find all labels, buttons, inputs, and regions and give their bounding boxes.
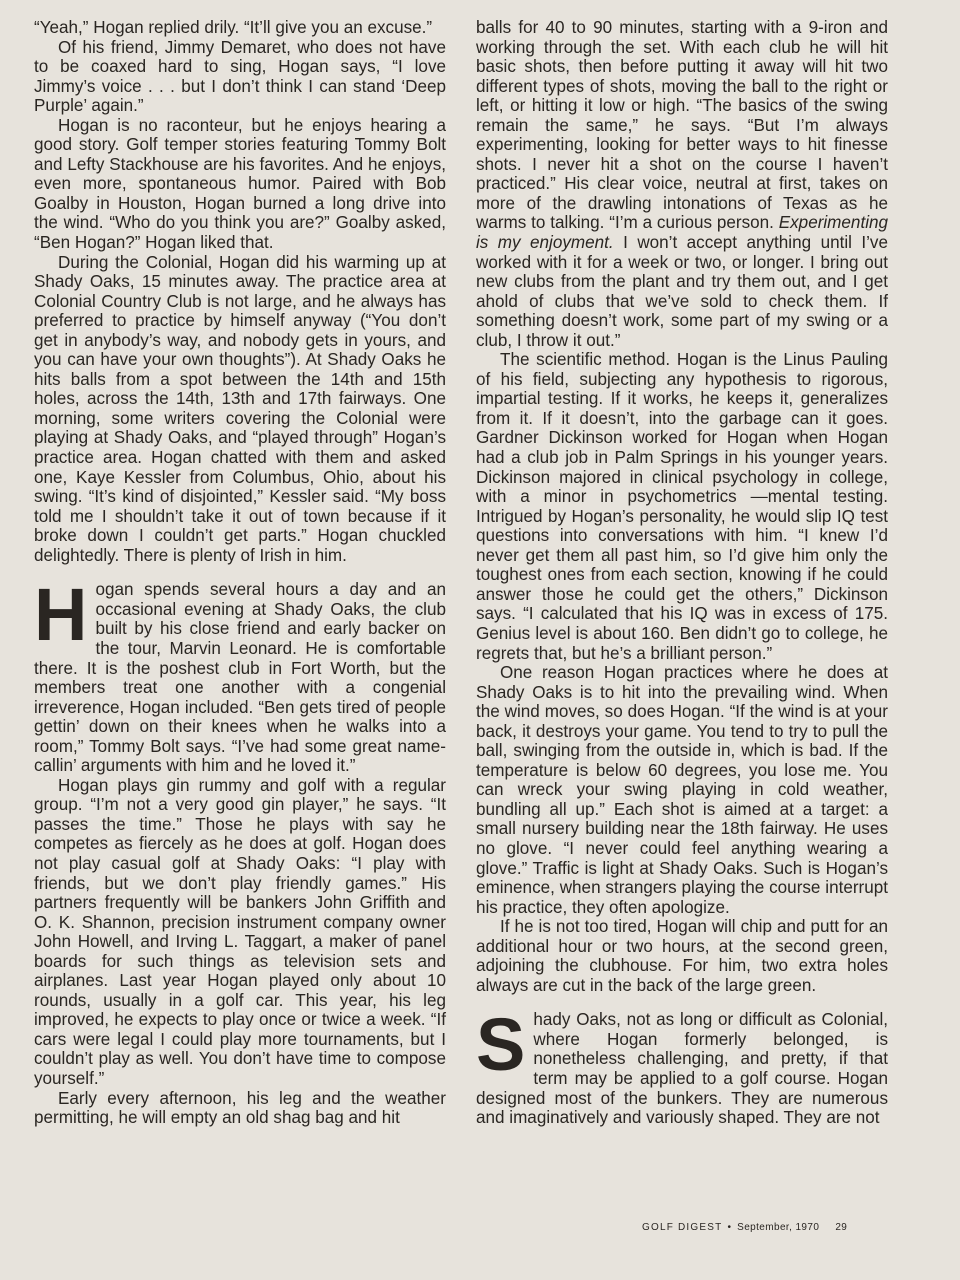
section-break xyxy=(34,565,446,580)
left-column xyxy=(34,18,446,1128)
paragraph: “Yeah,” Hogan replied drily. “It’ll give you an excuse.” xyxy=(34,18,433,37)
paragraph: Early every afternoon, his leg and the weather permitting, he will empty an old shag bag and hit xyxy=(34,1088,446,1128)
italic-quote: Experimenting is my enjoyment. xyxy=(476,213,888,253)
paragraph: During the Colonial, Hogan did his warming up at Shady Oaks, 15 minutes away. The practice area at Colonial Country Club is not large, and he always has preferred to practice by himself anyway (“You don’t get in anybody’s way, and nobody gets in yours, and you can have your own thoughts”). At Shady Oaks he hits balls from a spot between the 14th and 15th holes, across the 14th, 13th and 17th fairways. One morning, some writers covering the Colonial were playing at Shady Oaks, and “played through” Hogan’s practice area. Hogan chatted with them and asked one, Kaye Kessler from Columbus, Ohio, about his swing. “It’s kind of disjointed,” Kessler said. “My boss told me I shouldn’t take it out of town because if it broke down I couldn’t get parts.” Hogan chuckled delightedly. There is plenty of Irish in him. xyxy=(34,252,446,565)
publication-name: GOLF DIGEST xyxy=(642,1222,723,1233)
paragraph: One reason Hogan practices where he does at Shady Oaks is to hit into the prevailing wind. When the wind moves, so does Hogan. “If the wind is at your back, it destroys your game. You tend to try to pull the ball, swinging from the outside in, which is bad. If the temperature is below 60 degrees, you lose me. You can wreck your swing playing in cold weather, bundling all up.” Each shot is aimed at a target: a small nursery building near the 18th fairway. He uses no glove. “I never could feel anything wearing a glove.” Traffic is light at Shady Oaks. Such is Hogan’s eminence, when strangers playing the course interrupt his practice, they often apologize. xyxy=(476,663,888,917)
paragraph-text: balls for 40 to 90 minutes, starting with a 9-iron and working through the set. With each club he will hit basic shots, then before putting it away will hit two different types of shots, moving the ball to the right or left, or hitting it low or high. “The basics of the swing remain the same,” he says. “But I’m always experimenting, looking for better ways to hit finesse shots. I never hit a shot on the course I haven’t practiced.” His clear voice, neutral at first, takes on more of the drawling intonations of Texas as he warms to talking. “I’m a curious person. xyxy=(476,18,888,233)
page-number: 29 xyxy=(835,1222,848,1233)
issue-date: September, 1970 xyxy=(737,1222,820,1233)
paragraph: If he is not too tired, Hogan will chip and putt for an additional hour or two hours, at the second green, adjoining the clubhouse. For him, two extra holes always are cut in the back of the large green. xyxy=(476,917,888,995)
drop-cap: S xyxy=(476,1003,526,1087)
paragraph-with-drop-cap xyxy=(34,573,446,776)
footer-separator: • xyxy=(727,1222,733,1233)
paragraph: Hogan plays gin rummy and golf with a regular group. “I’m not a very good gin player,” he says. “It passes the time.” Those he plays with say he competes as fiercely as he does at golf. Hogan does not play casual golf at Shady Oaks: “I play with friends, but we don’t play friendly games.” His partners frequently will be bankers John Griffith and O. K. Shannon, precision instrument company owner John Howell, and Irving L. Taggart, a maker of panel boards for such things as television sets and airplanes. Last year Hogan played only about 10 rounds, usually in a golf car. This year, his leg improved, he expects to play once or twice a week. “If cars were legal I could play more tournaments, but I couldn’t play as well. You don’t have time to compose yourself.” xyxy=(34,775,446,1088)
right-column xyxy=(476,18,888,1128)
paragraph-text: I won’t accept anything until I’ve worked with it for a week or two, or longer. I bring out new clubs from the plant and try them out, and I get ahold of clubs that we’ve sold to check them. If something doesn’t work, some part of my swing or a club, I throw it out.” xyxy=(476,233,888,350)
section-break xyxy=(476,995,888,1010)
paragraph: The scientific method. Hogan is the Linus Pauling of his field, subjecting any hypothesis to rigorous, impartial testing. If it works, he keeps it, generalizes from it. If it doesn’t, into the garbage can it goes. Gardner Dickinson worked for Hogan when Hogan had a club job in Palm Springs in his younger years. Dickinson majored in clinical psychology in college, with a minor in psychometrics —mental testing. Intrigued by Hogan’s personality, he would slip IQ test questions into conversations with him. “I knew I’d never get them all past him, so I’d give him only the toughest ones from each section, knowing if he could answer those he could get the others,” Dickinson says. “I calculated that his IQ was in excess of 175. Genius level is about 160. Ben didn’t go to college, he regrets that, but he’s a brilliant person.” xyxy=(476,350,888,663)
paragraph: Hogan is no raconteur, but he enjoys hearing a good story. Golf temper stories featuring Tommy Bolt and Lefty Stackhouse are his favorites. And he enjoys, even more, spontaneous humor. Paired with Bob Goalby in Houston, Hogan burned a long drive into the wind. “Who do you think you are?” Goalby asked, “Ben Hogan?” Hogan liked that. xyxy=(34,115,446,253)
paragraph-with-drop-cap xyxy=(476,1003,888,1128)
paragraph xyxy=(476,18,888,350)
page-footer xyxy=(642,1222,902,1233)
paragraph-text: hady Oaks, not as long or difficult as Colonial, where Hogan formerly belonged, is nonetheless challenging, and pretty, if that term may be applied to a golf course. Hogan designed most of the bunkers. They are numerous and imaginatively and variously shaped. They are not xyxy=(476,1010,888,1128)
paragraph-text: ogan spends several hours a day and an occasional evening at Shady Oaks, the club built by his close friend and early backer on the tour, Marvin Leonard. He is comfortable there. It is the poshest club in Fort Worth, but the members treat one another with a congenial irreverence, Hogan included. “Ben gets tired of people gettin’ down on their knees when he walks into a room,” Tommy Bolt says. “I’ve had some great name-callin’ arguments with him and he loved it.” xyxy=(34,580,446,776)
paragraph: Of his friend, Jimmy Demaret, who does not have to be coaxed hard to sing, Hogan says, “I love Jimmy’s voice . . . but I don’t think I can stand ‘Deep Purple’ again.” xyxy=(34,37,446,116)
drop-cap: H xyxy=(34,573,88,657)
